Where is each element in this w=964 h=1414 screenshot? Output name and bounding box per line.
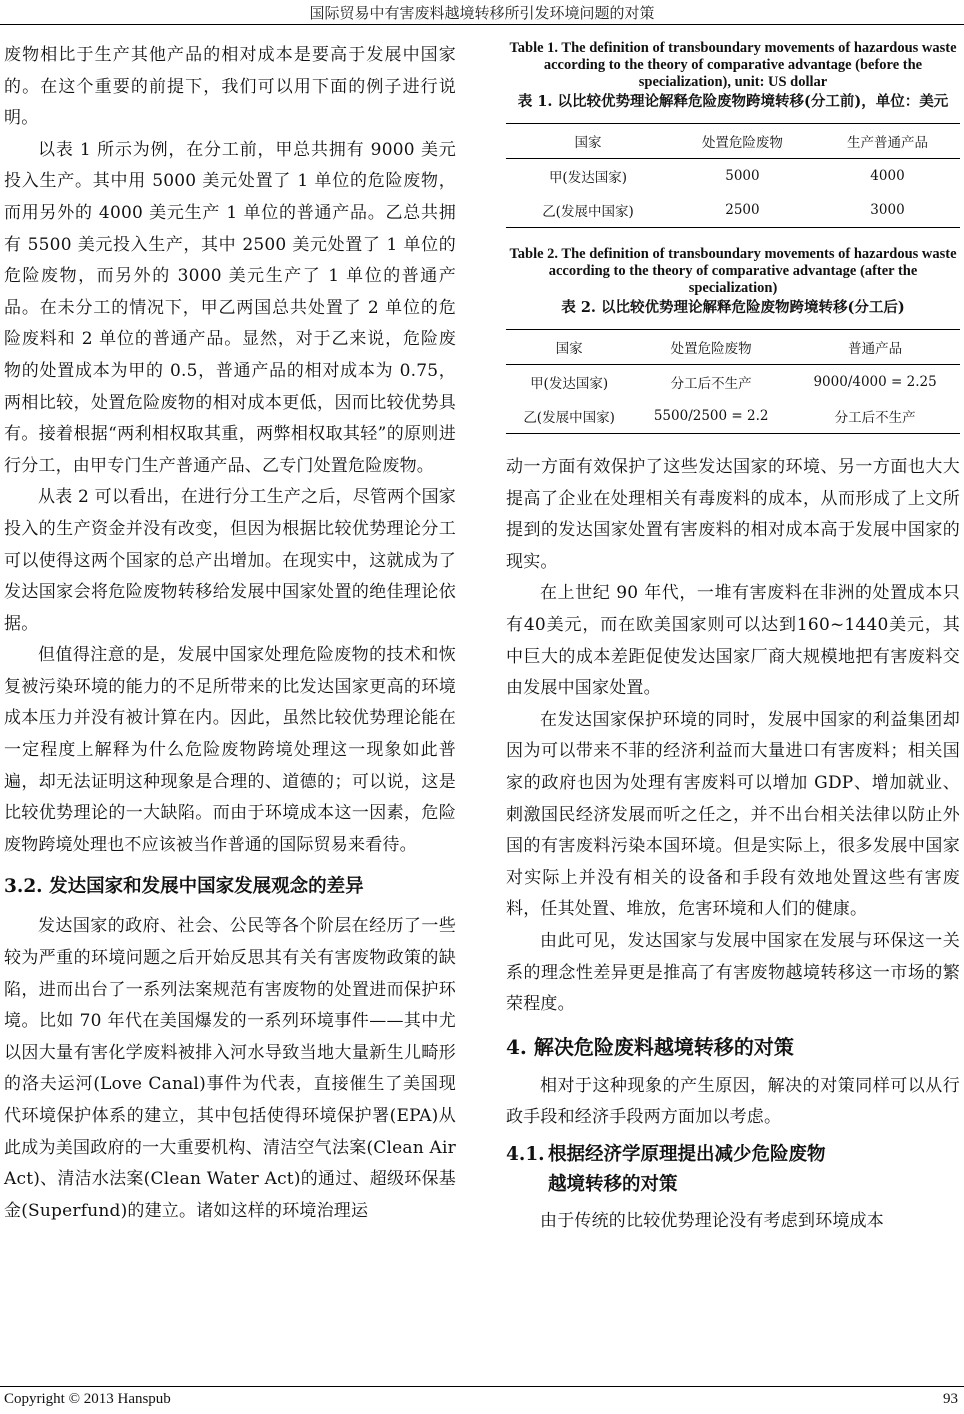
table-header-cell: 国家 [506,124,670,159]
paragraph: 废物相比于生产其他产品的相对成本是要高于发展中国家的。在这个重要的前提下，我们可以用下面的例子进行说明。 [4,45,456,129]
paragraph: 由于传统的比较优势理论没有考虑到环境成本 [540,1210,884,1231]
table-1-caption-zh: 表 1. 以比较优势理论解释危险废物跨境转移(分工前)，单位：美元 [517,93,949,110]
table-cell: 3000 [870,202,905,218]
table-header-cell: 普通产品 [790,330,960,365]
table-row [506,159,960,194]
paragraph: 由此可见，发达国家与发展中国家在发展与环保这一关系的理念性差异更是推高了有害废物越境转移这一市场的繁荣程度。 [506,930,960,1015]
paragraph: 在发达国家保护环境的同时，发展中国家的利益集团却因为可以带来不菲的经济利益而大量进口有害废料；相关国家的政府也因为处理有害废料可以增加 GDP、增加就业、刺激国民经济发展而听之任之，并不出台相关法律以防止外国的有害废料污染本国环境。但是实际上，很多发展中国家对实际上并没有相关的设备和手段有效地处置这些有害废料，任其处置、堆放，危害环境和人们的健康。 [506,709,960,920]
table-cell: 2500 [725,202,760,218]
table-1-caption-en: Table 1. The definition of transboundary movements of hazardous waste according to the theory of comparative advantage (before the specialization), unit: US dollar [509,40,957,90]
table-cell: 4000 [870,168,905,184]
paragraph: 相对于这种现象的产生原因，解决的对策同样可以从行政手段和经济手段两方面加以考虑。 [506,1075,960,1128]
section-heading-3-2: 3.2. 发达国家和发展中国家发展观念的差异 [4,876,364,898]
table-row [506,399,960,434]
table-cell: 9000/4000 = 2.25 [813,374,937,390]
table-header-cell: 处置危险废物 [670,124,815,159]
page-number: 93 [943,1391,958,1407]
table-2-block [506,246,960,434]
section-number: 4.1. [506,1143,545,1165]
section-title-line-1: 根据经济学原理提出减少危险废物 [548,1143,826,1165]
paragraph: 发达国家的政府、社会、公民等各个阶层在经历了一些较为严重的环境问题之后开始反思其有关有害废物政策的缺陷，进而出台了一系列法案规范有害废物的处置进而保护环境。比如 70 年代在美国爆发的一系列环境事件——其中尤以因大量有害化学废料被排入河水导致当地大量新生儿畸形的洛夫运河(Love Canal)事件为代表，直接催生了美国现代环境保护体系的建立，其中包括使得环境保护署(EPA)从此成为美国政府的一大重要机构、清洁空气法案(Clean Air Act)、清洁水法案(Clean Water Act)的通过、超级环保基金(Superfund)的建立。诸如这样的环境治理运 [4,916,456,1221]
table-header-cell: 国家 [506,330,632,365]
table-cell: 5500/2500 = 2.2 [653,408,769,424]
table-cell: 分工后不生产 [834,410,916,426]
header-divider [0,24,964,25]
copyright-notice: Copyright © 2013 Hanspub [4,1391,171,1407]
table-cell: 甲(发达国家) [530,376,609,392]
paragraph: 但值得注意的是，发展中国家处理危险废物的技术和恢复被污染环境的能力的不足所带来的比发达国家更高的环境成本压力并没有被计算在内。因此，虽然比较优势理论能在一定程度上解释为什么危险废物跨境处理这一现象如此普遍，却无法证明这种现象是合理的、道德的；可以说，这是比较优势理论的一大缺陷。而由于环境成本这一因素，危险废物跨境处理也不应该被当作普通的国际贸易来看待。 [4,645,456,855]
paragraph: 动一方面有效保护了这些发达国家的环境、另一方面也大大提高了企业在处理相关有毒废料的成本，从而形成了上文所提到的发达国家处置有害废料的相对成本高于发展中国家的现实。 [506,457,960,572]
table-row [506,365,960,400]
paragraph: 从表 2 可以看出，在进行分工生产之后，尽管两个国家投入的生产资金并没有改变，但因为根据比较优势理论分工可以使得这两个国家的总产出增加。在现实中，这就成为了发达国家会将危险废物转移给发展中国家处置的绝佳理论依据。 [4,487,456,634]
footer-divider [0,1386,964,1387]
section-heading-4-1 [506,1140,960,1200]
table-1-block [506,40,960,228]
table-cell: 乙(发展中国家) [542,204,634,220]
table-2-caption-zh: 表 2. 以比较优势理论解释危险废物跨境转移(分工后) [561,299,905,316]
table-cell: 甲(发达国家) [548,170,627,186]
table-2 [506,329,960,434]
paragraph: 以表 1 所示为例，在分工前，甲总共拥有 9000 美元投入生产。其中用 5000 美元处置了 1 单位的危险废物，而用另外的 4000 美元生产 1 单位的普通产品。乙总共拥有 5500 美元投入生产，其中 2500 美元处置了 1 单位的危险废物，而另外的 3000 美元生产了 1 单位的普通产品。在未分工的情况下，甲乙两国总共处置了 2 单位的危险废料和 2 单位的普通产品。显然，对于乙来说，危险废物的处置成本为甲的 0.5，普通产品的相对成本为 0.75，两相比较，处置危险废物的相对成本更低，因而比较优势具有。接着根据“两利相权取其重，两弊相权取其轻”的原则进行分工，由甲专门生产普通产品、乙专门处置危险废物。 [4,139,456,476]
table-cell: 5000 [725,168,760,184]
running-header: 国际贸易中有害废料越境转移所引发环境问题的对策 [309,4,655,22]
paragraph: 在上世纪 90 年代，一堆有害废料在非洲的处置成本只有40美元，而在欧美国家则可以达到160~1440美元，其中巨大的成本差距促使发达国家厂商大规模地把有害废料交由发展中国家处置。 [506,583,960,699]
table-header-cell: 处置危险废物 [632,330,790,365]
table-cell: 乙(发展中国家) [523,410,615,426]
section-title-line-2: 越境转移的对策 [548,1173,678,1195]
left-column [4,40,456,1227]
table-1 [506,123,960,228]
section-heading-4: 4. 解决危险废料越境转移的对策 [506,1034,794,1059]
right-column [506,40,960,1237]
table-cell: 分工后不生产 [670,376,752,392]
table-row [506,193,960,228]
table-header-cell: 生产普通产品 [815,124,960,159]
table-2-caption-en: Table 2. The definition of transboundary movements of hazardous waste according to the theory of comparative advantage (after the specialization) [509,246,957,296]
